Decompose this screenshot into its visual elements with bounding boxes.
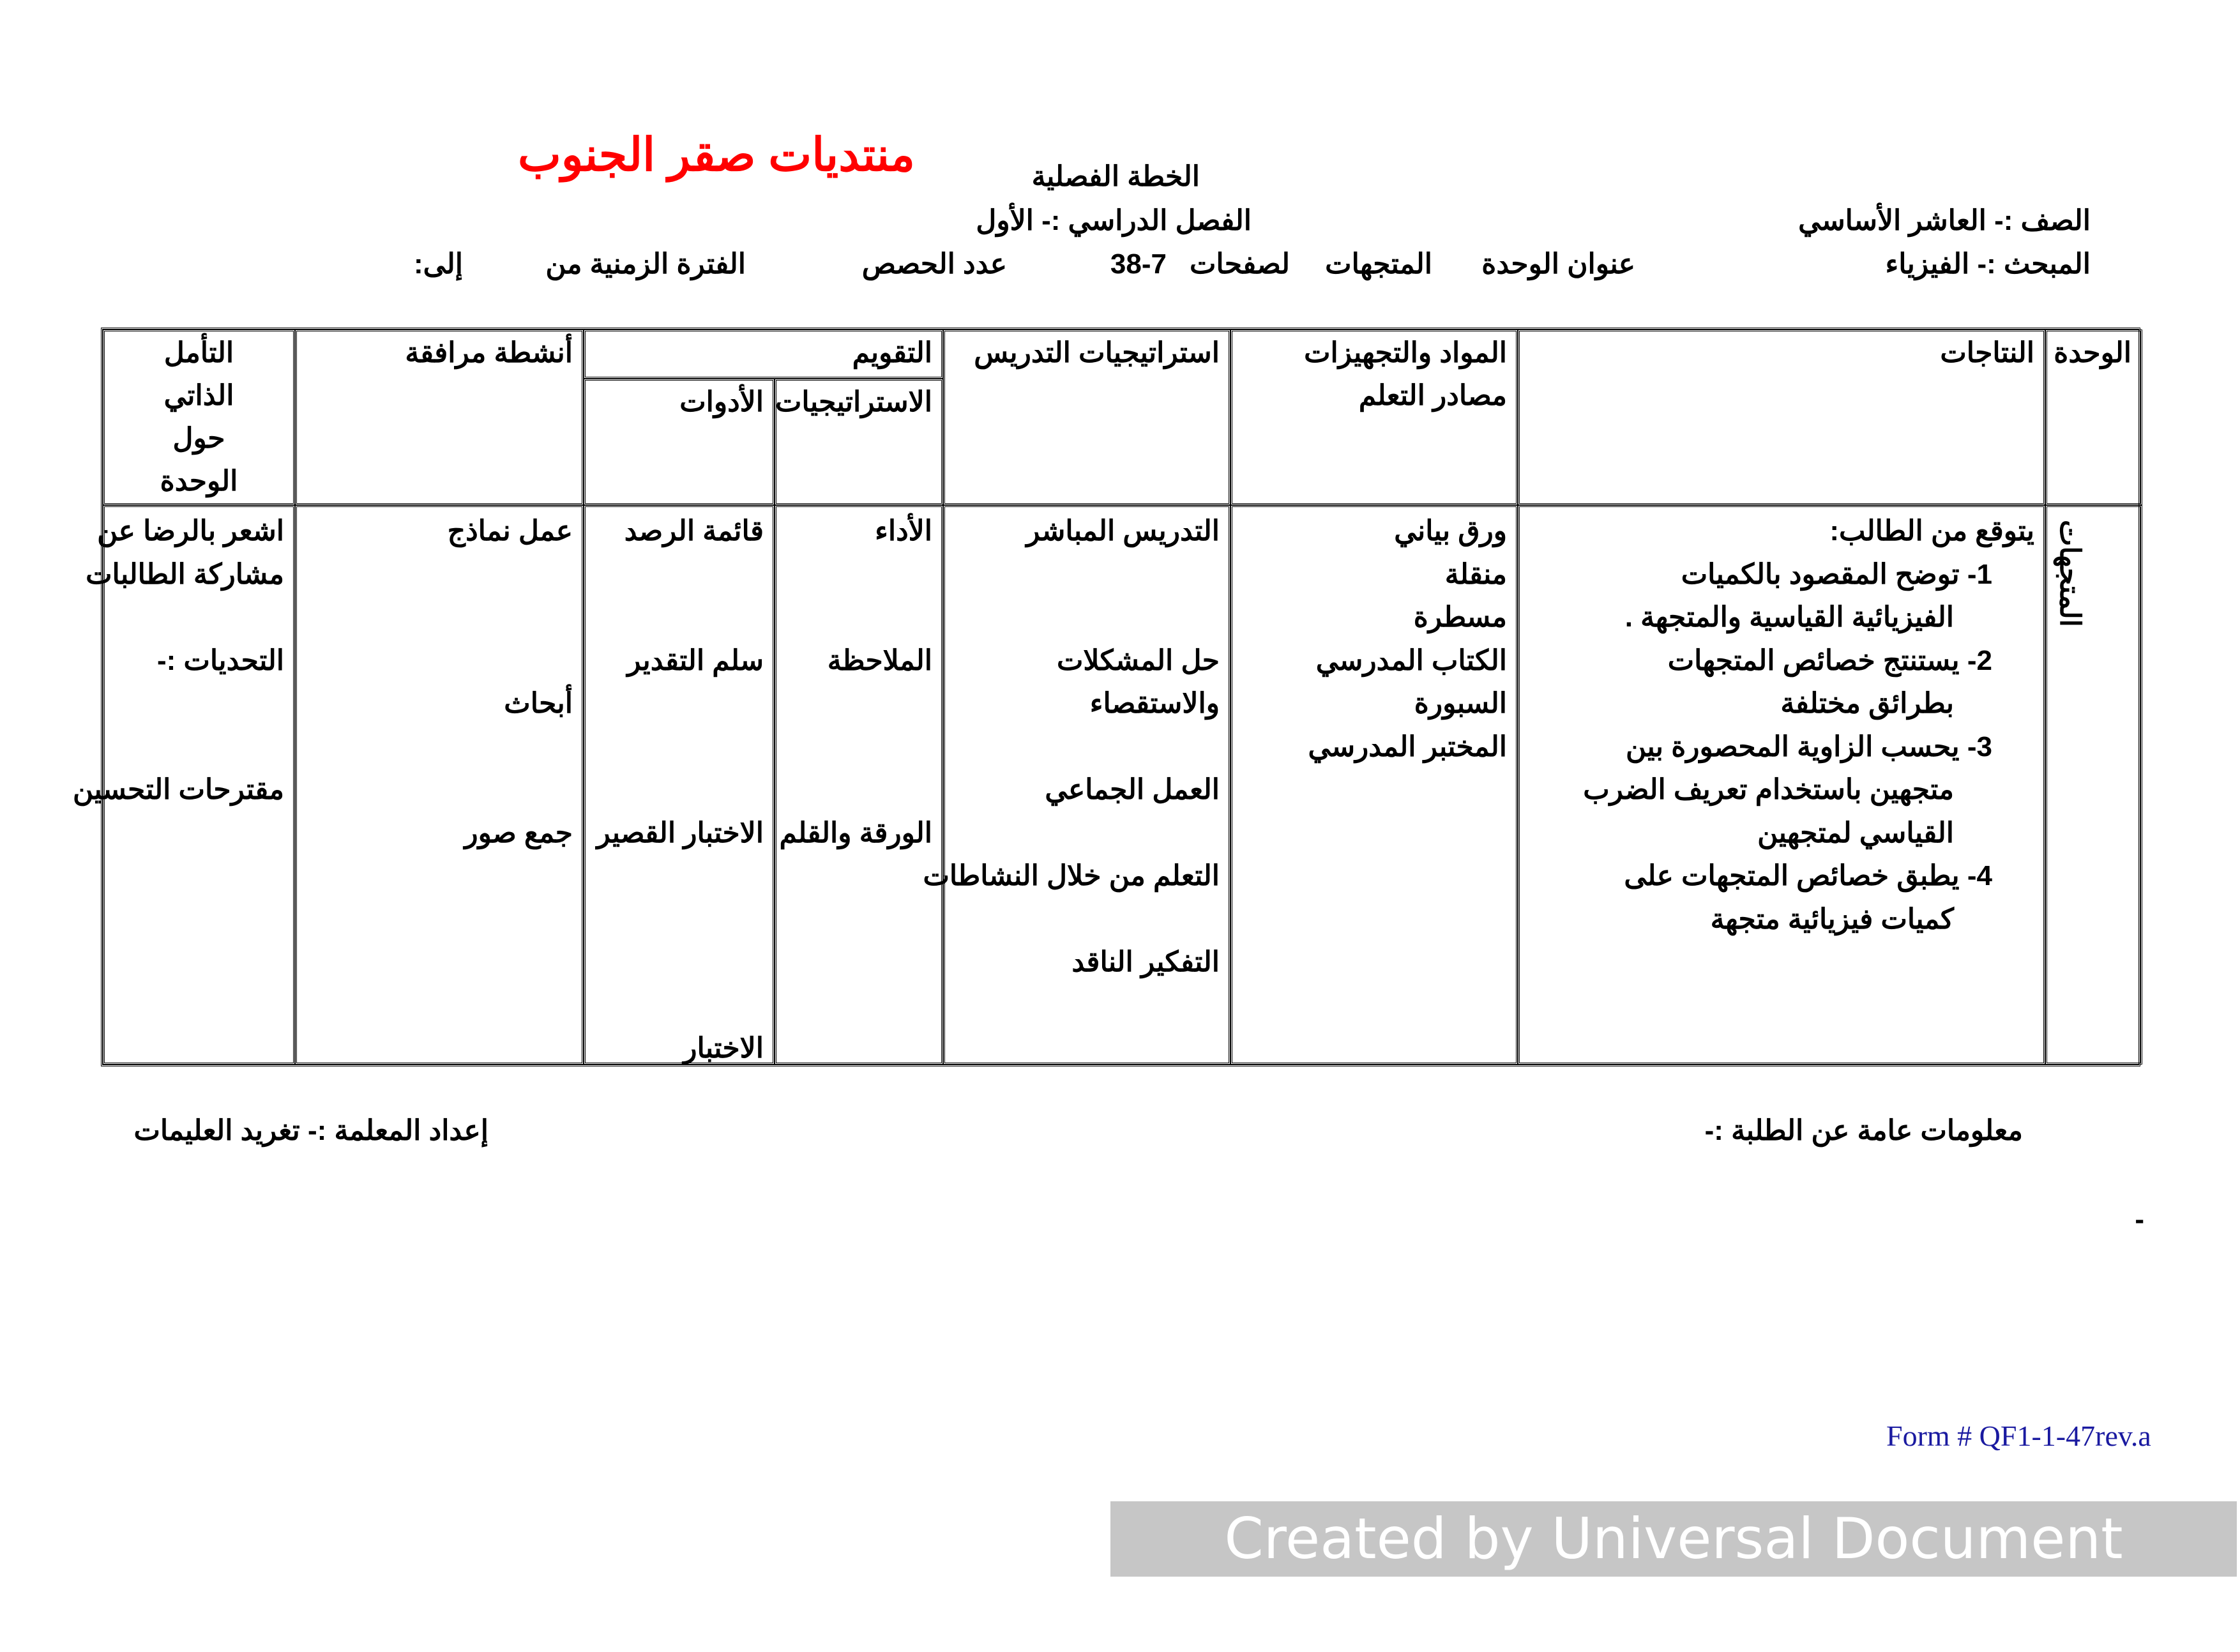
strategies-line: حل المشكلات	[1056, 644, 1220, 676]
reflection-line	[105, 725, 293, 769]
strategies-line: العمل الجماعي	[1045, 774, 1220, 805]
eval-tools-line	[586, 682, 773, 725]
eval-tools-line	[586, 854, 773, 898]
activities-line: أبحاث	[504, 688, 573, 719]
cell-unit	[2045, 505, 2142, 1065]
outcomes-line: 2- يستنتج خصائص المتجهات	[1667, 644, 1992, 676]
eval-strategies-line	[776, 682, 941, 725]
materials-line: ورق بياني	[1394, 515, 1507, 547]
periods-label: عدد الحصص	[861, 248, 1007, 280]
strategies-line	[945, 725, 1229, 769]
cell-reflection	[73, 505, 295, 1065]
strategies-line: والاستقصاء	[1089, 688, 1220, 719]
converter-watermark: Created by Universal Document Converter	[1110, 1501, 2237, 1577]
header-reflection: التأمل الذاتي حول الوحدة	[103, 330, 295, 505]
eval-tools-line	[586, 553, 773, 596]
unit-name: المتجهات	[2054, 520, 2085, 627]
period-from: الفترة الزمنية من	[545, 248, 746, 280]
cell-eval-tools	[584, 505, 775, 1065]
cell-materials	[1230, 505, 1518, 1065]
strategies-line	[945, 553, 1229, 596]
activities-line	[297, 553, 582, 596]
eval-tools-line	[586, 984, 773, 1027]
reflection-line: اشعر بالرضا عن	[97, 515, 284, 547]
activities-line: عمل نماذج	[447, 515, 573, 547]
semester: الفصل الدراسي :- الأول	[976, 205, 1252, 236]
materials-line: الكتاب المدرسي	[1315, 644, 1507, 676]
cell-strategies	[923, 505, 1230, 1065]
prepared-by: إعداد المعلمة :- تغريد العليمات	[133, 1115, 488, 1146]
eval-strategies-line: الورقة والقلم	[779, 817, 932, 849]
subject: المبحث :- الفيزياء	[1885, 248, 2091, 280]
pages-label: لصفحات	[1189, 248, 1290, 280]
strategies-line	[945, 898, 1229, 941]
materials-line: مسطرة	[1413, 602, 1507, 633]
eval-tools-line	[586, 941, 773, 984]
reflection-line	[105, 596, 293, 639]
form-number: Form # QF1-1-47rev.a	[1886, 1420, 2151, 1452]
eval-strategies-line: الملاحظة	[827, 644, 932, 676]
eval-tools-line	[586, 596, 773, 639]
activities-line: جمع صور	[464, 817, 573, 849]
strategies-line: التفكير الناقد	[1071, 946, 1220, 978]
header-activities: أنشطة مرافقة	[295, 330, 584, 505]
students-info: معلومات عامة عن الطلبة :-	[1704, 1115, 2023, 1146]
strategies-line	[945, 596, 1229, 639]
activities-line	[297, 639, 582, 683]
outcomes-line: يتوقع من الطالب:	[1829, 515, 2034, 547]
strategies-line: التدريس المباشر	[1026, 515, 1220, 547]
cell-eval-strategies	[775, 505, 943, 1065]
strategies-line: التعلم من خلال النشاطات	[923, 860, 1220, 891]
outcomes-line: 4- يطبق خصائص المتجهات على	[1624, 860, 1992, 891]
eval-tools-line: قائمة الرصد	[624, 515, 764, 547]
strategies-line	[945, 812, 1229, 855]
eval-strategies-line: الأداء	[875, 515, 932, 547]
reflection-line: مشاركة الطالبات	[86, 558, 284, 590]
grade: الصف :- العاشر الأساسي	[1798, 205, 2091, 236]
eval-tools-line: سلم التقدير	[627, 644, 764, 676]
plan-title: الخطة الفصلية	[1031, 161, 1200, 192]
cell-activities	[295, 505, 584, 1065]
eval-tools-line	[586, 898, 773, 941]
materials-line: منقلة	[1444, 558, 1507, 590]
eval-tools-line: الاختبار القصير	[596, 817, 764, 849]
period-to: إلى:	[414, 248, 463, 280]
eval-strategies-line	[776, 596, 941, 639]
outcomes-line: بطرائق مختلفة	[1780, 688, 1954, 719]
materials-line: السبورة	[1414, 688, 1507, 719]
header-strategies: استراتيجيات التدريس	[943, 330, 1230, 505]
header-eval-strategies: الاستراتيجيات	[775, 379, 943, 505]
dash: -	[2135, 1204, 2144, 1235]
eval-strategies-line	[776, 725, 941, 769]
activities-line	[297, 768, 582, 812]
activities-line	[297, 596, 582, 639]
eval-tools-line	[586, 725, 773, 769]
header-evaluation: التقويم	[584, 330, 943, 379]
header-eval-tools: الأدوات	[584, 379, 775, 505]
materials-line: المختبر المدرسي	[1308, 731, 1507, 762]
eval-strategies-line	[776, 553, 941, 596]
unit-title-label: عنوان الوحدة	[1481, 248, 1635, 280]
reflection-line: مقترحات التحسين	[73, 774, 284, 805]
cell-outcomes	[1518, 505, 2045, 1065]
pages: 38-7	[1110, 248, 1167, 280]
header-unit: الوحدة	[2045, 330, 2142, 505]
outcomes-line: 1- توضح المقصود بالكميات	[1681, 558, 1992, 590]
plan-table	[73, 328, 2140, 1066]
outcomes-line: القياسي لمتجهين	[1757, 817, 1954, 849]
unit-title: المتجهات	[1325, 248, 1432, 280]
eval-strategies-line	[776, 768, 941, 812]
site-title: منتديات صقر الجنوب	[518, 130, 915, 181]
outcomes-line: متجهين باستخدام تعريف الضرب	[1583, 774, 1954, 805]
eval-tools-line: الاختبار	[683, 1033, 764, 1064]
outcomes-line: 3- يحسب الزاوية المحصورة بين	[1625, 731, 1992, 762]
activities-line	[297, 725, 582, 769]
outcomes-line: كميات فيزيائية متجهة	[1710, 903, 1954, 935]
outcomes-line: الفيزيائية القياسية والمتجهة .	[1624, 602, 1954, 633]
header-materials: المواد والتجهيزات مصادر التعلم	[1230, 330, 1518, 505]
header-outcomes: النتاجات	[1518, 330, 2045, 505]
eval-tools-line	[586, 768, 773, 812]
reflection-line: التحديات :-	[156, 644, 284, 676]
reflection-line	[105, 682, 293, 725]
